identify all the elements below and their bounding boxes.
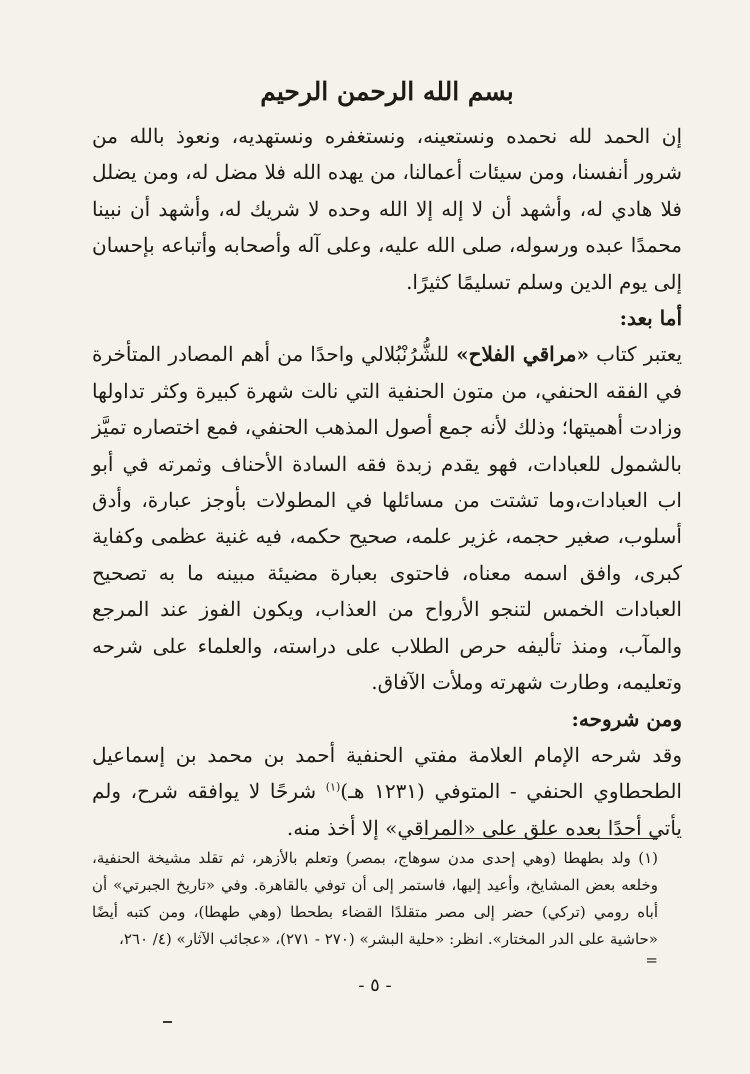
footnote-continuation-mark: = bbox=[645, 951, 658, 969]
stray-mark bbox=[163, 1021, 172, 1023]
para3-after: شرحًا لا يوافقه شرح، ولم يأتي أحدًا بعده علق على «المراقي» إلا أخذ منه. bbox=[92, 779, 682, 840]
section-heading-amma-baad: أما بعد: bbox=[619, 306, 682, 331]
commentary-paragraph bbox=[92, 737, 682, 846]
para2-after: للشُّرُنْبُلالي واحدًا من أهم المصادر المتأخرة في الفقه الحنفي، من متون الحنفية التي نالت شهرة كبيرة وكثر تداولها وزادت أهميتها؛ وذلك لأنه جمع أصول المذهب الحنفي، فمع اختصاره تميَّز بالشمول للعبادات، فهو يقدم زبدة فقه السادة الأحناف وثمرته في أبو اب العبادات،وما تشتت من مسائلها في المطولات بأوجز عبارة، وأدق أسلوب، صغير حجمه، غزير علمه، صحيح حكمه، فيه غنية عظمى وكفاية كبرى، وافق اسمه معناه، فاحتوى بعبارة مضيئة مبينه ما به تصحيح العبادات الخمس لتنجو الأرواح من العذاب، ويكون الفوز عند المرجع والمآب، ومنذ تأليفه حرص الطلاب على دراسته، والعلماء على شرحه وتعليمه، وطارت شهرته وملأت الآفاق. bbox=[92, 342, 683, 695]
para3-before: وقد شرحه الإمام العلامة مفتي الحنفية أحمد بن محمد بن إسماعيل الطحطاوي الحنفي - المتوفي (١٢٣١ هـ) bbox=[92, 742, 682, 804]
book-title: «مراقي الفلاح» bbox=[456, 342, 589, 367]
para2-before: يعتبر كتاب bbox=[588, 342, 683, 367]
footnote-divider bbox=[420, 838, 658, 839]
main-text bbox=[92, 118, 682, 846]
basmala-heading: بسم الله الرحمن الرحيم bbox=[260, 77, 514, 106]
page-number: - ٥ - bbox=[358, 975, 392, 996]
footnote bbox=[92, 845, 658, 967]
footnote-marker: (١) bbox=[325, 780, 341, 794]
section-heading-shuruh: ومن شروحه: bbox=[571, 706, 682, 731]
book-description-paragraph bbox=[92, 336, 682, 700]
footnote-text: (١) ولد بطهطا (وهي إحدى مدن سوهاج، بمصر) وتعلم بالأزهر، ثم تقلد مشيخة الحنفية، وخلعه بعض المشايخ، وأعيد إليها، فاستمر إلى أن توفي بالقاهرة. وفي «تاريخ الجبرتي» أن أباه رومي (تركي) حضر إلى مصر متقلدًا القضاء بطحطا (وهي طهطا)، ومن كتبه أيضًا «حاشية على الدر المختار». انظر: «حلية البشر» (٢٧٠ - ٢٧١)، «عجائب الآثار» (٤/ ٢٦٠، bbox=[92, 849, 658, 948]
intro-paragraph: إن الحمد لله نحمده ونستعينه، ونستغفره ونستهديه، ونعوذ بالله من شرور أنفسنا، ومن سيئات أعمالنا، من يهده الله فلا مضل له، ومن يضلل فلا هادي له، وأشهد أن لا إله إلا الله وحده لا شريك له، وأشهد أن نبينا محمدًا عبده ورسوله، صلى الله عليه، وعلى آله وأصحابه وأتباعه بإحسان إلى يوم الدين وسلم تسليمًا كثيرًا. bbox=[92, 124, 682, 294]
